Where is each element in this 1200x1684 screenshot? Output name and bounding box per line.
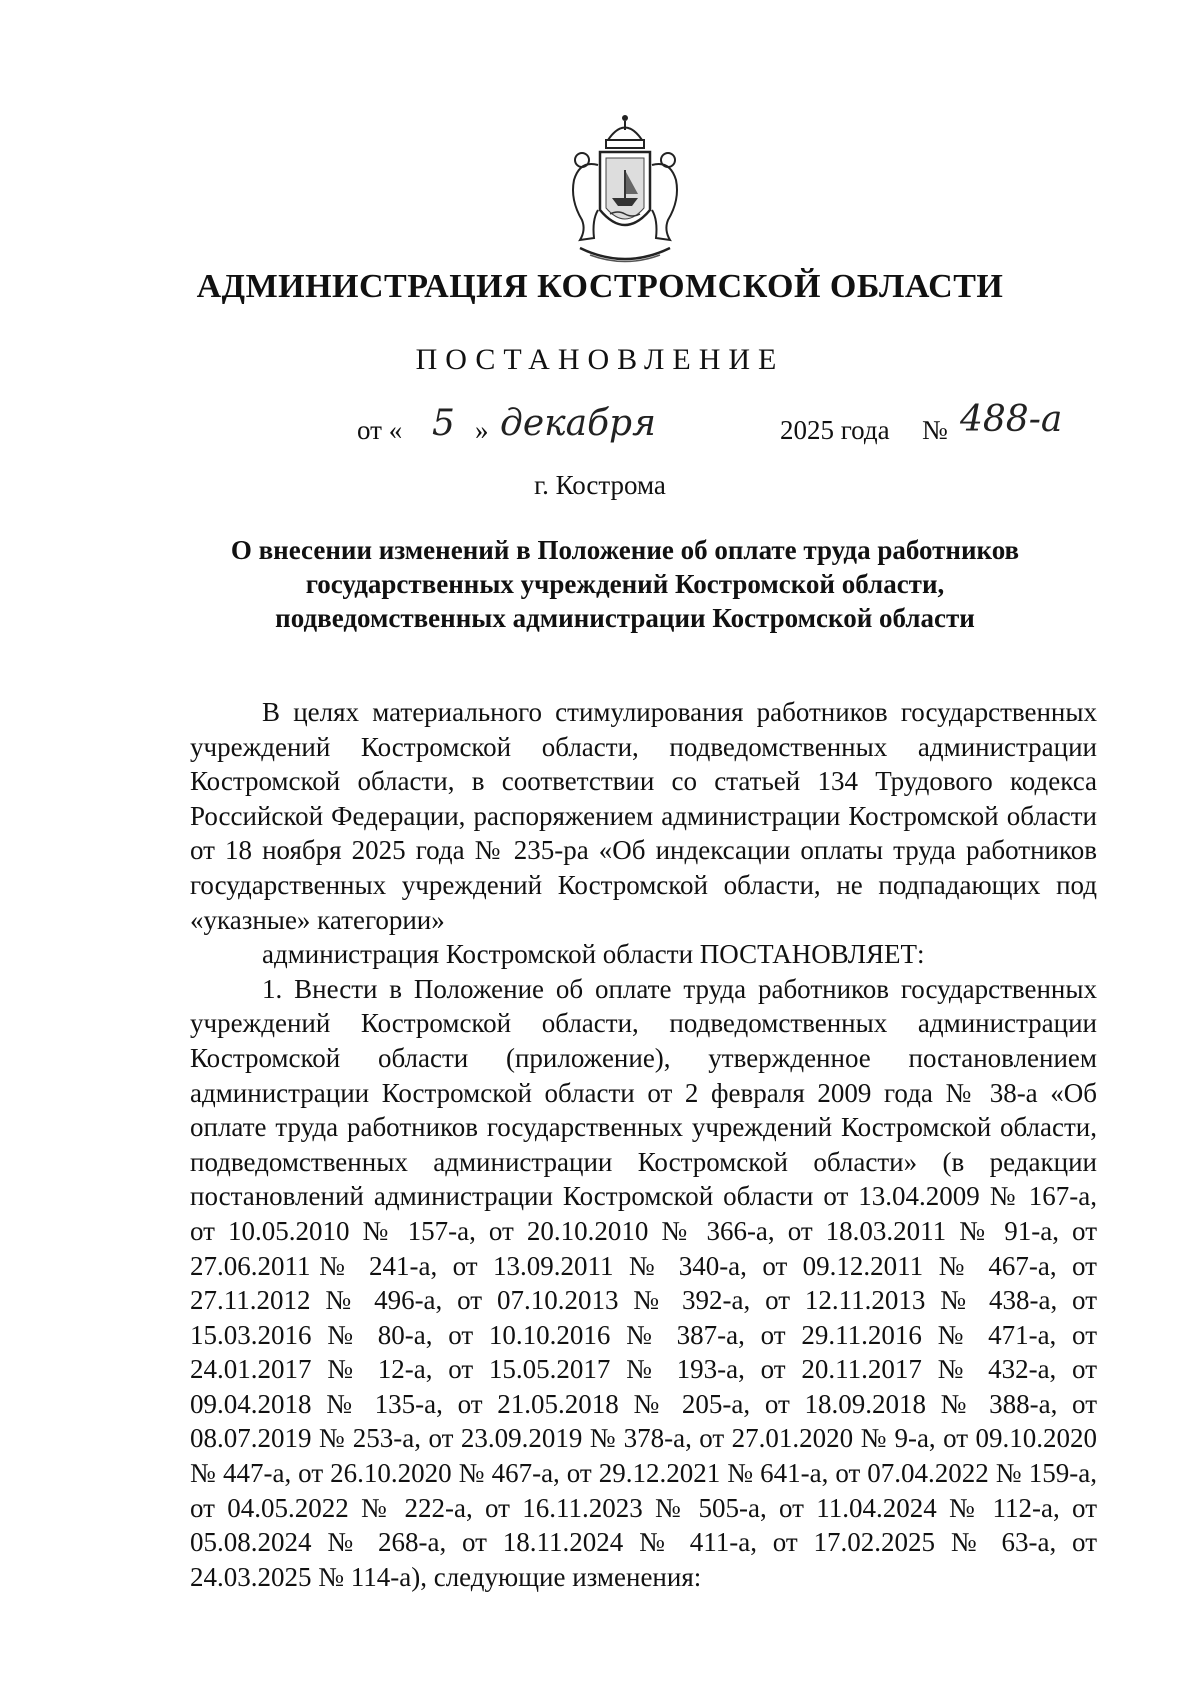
- document-type: ПОСТАНОВЛЕНИЕ: [415, 343, 785, 376]
- date-month: декабря: [500, 403, 656, 444]
- document-body: [190, 695, 1097, 1594]
- city: г. Кострома: [534, 470, 666, 500]
- date-prefix: от «: [357, 415, 403, 445]
- organization-name: АДМИНИСТРАЦИЯ КОСТРОМСКОЙ ОБЛАСТИ: [196, 268, 1004, 305]
- number-sign: №: [922, 415, 948, 445]
- paragraph-item-1: 1. Внести в Положение об оплате труда работников государственных учреждений Костромской области, подведомственных администрации Костромской области (приложение), утвержденное постановлением администрации Костромской области от 2 февраля 2009 года № 38-а «Об оплате труда работников государственных учреждений Костромской области, подведомственных администрации Костромской области» (в редакции постановлений администрации Костромской области от 13.04.2009 № 167-а, от 10.05.2010 № 157-а, от 20.10.2010 № 366-а, от 18.03.2011 № 91-а, от 27.06.2011№ 241-а, от 13.09.2011 № 340-а, от 09.12.2011 № 467-а, от 27.11.2012 № 496-а, от 07.10.2013 № 392-а, от 12.11.2013 № 438-а, от 15.03.2016 № 80-а, от 10.10.2016 № 387-а, от 29.11.2016 № 471-а, от 24.01.2017 № 12-а, от 15.05.2017 № 193-а, от 20.11.2017 № 432-а, от 09.04.2018 № 135-а, от 21.05.2018 № 205-а, от 18.09.2018 № 388-а, от 08.07.2019 № 253-а, от 23.09.2019 № 378-а, от 27.01.2020 № 9-а, от 09.10.2020 № 447-а, от 26.10.2020 № 467-а, от 29.12.2021 № 641-а, от 07.04.2022 № 159-а, от 04.05.2022 № 222-а, от 16.11.2023 № 505-а, от 11.04.2024 № 112-а, от 05.08.2024 № 268-а, от 18.11.2024 № 411-а, от 17.02.2025 № 63-а, от 24.03.2025 № 114-а), следующие изменения:: [190, 973, 1097, 1592]
- paragraph-preamble: В целях материального стимулирования работников государственных учреждений Костромской области, подведомственных администрации Костромской области, в соответствии со статьей 134 Трудового кодекса Российской Федерации, распоряжением администрации Костромской области от 18 ноября 2025 года № 235-ра «Об индексации оплаты труда работников государственных учреждений Костромской области, не подпадающих под «указные» категории»: [190, 697, 1097, 935]
- date-line: [0, 399, 1200, 465]
- date-year: 2025 года: [780, 415, 890, 445]
- date-day: 5: [432, 403, 455, 444]
- document-number: 488-а: [960, 399, 1063, 440]
- document-title: О внесении изменений в Положение об оплате труда работников государственных учреждений Костромской области, подведомственных администрации Костромской области: [230, 535, 1020, 633]
- date-mid: »: [475, 415, 489, 445]
- coat-of-arms-icon: [560, 110, 690, 270]
- paragraph-resolves: администрация Костромской области ПОСТАНОВЛЯЕТ:: [262, 939, 925, 970]
